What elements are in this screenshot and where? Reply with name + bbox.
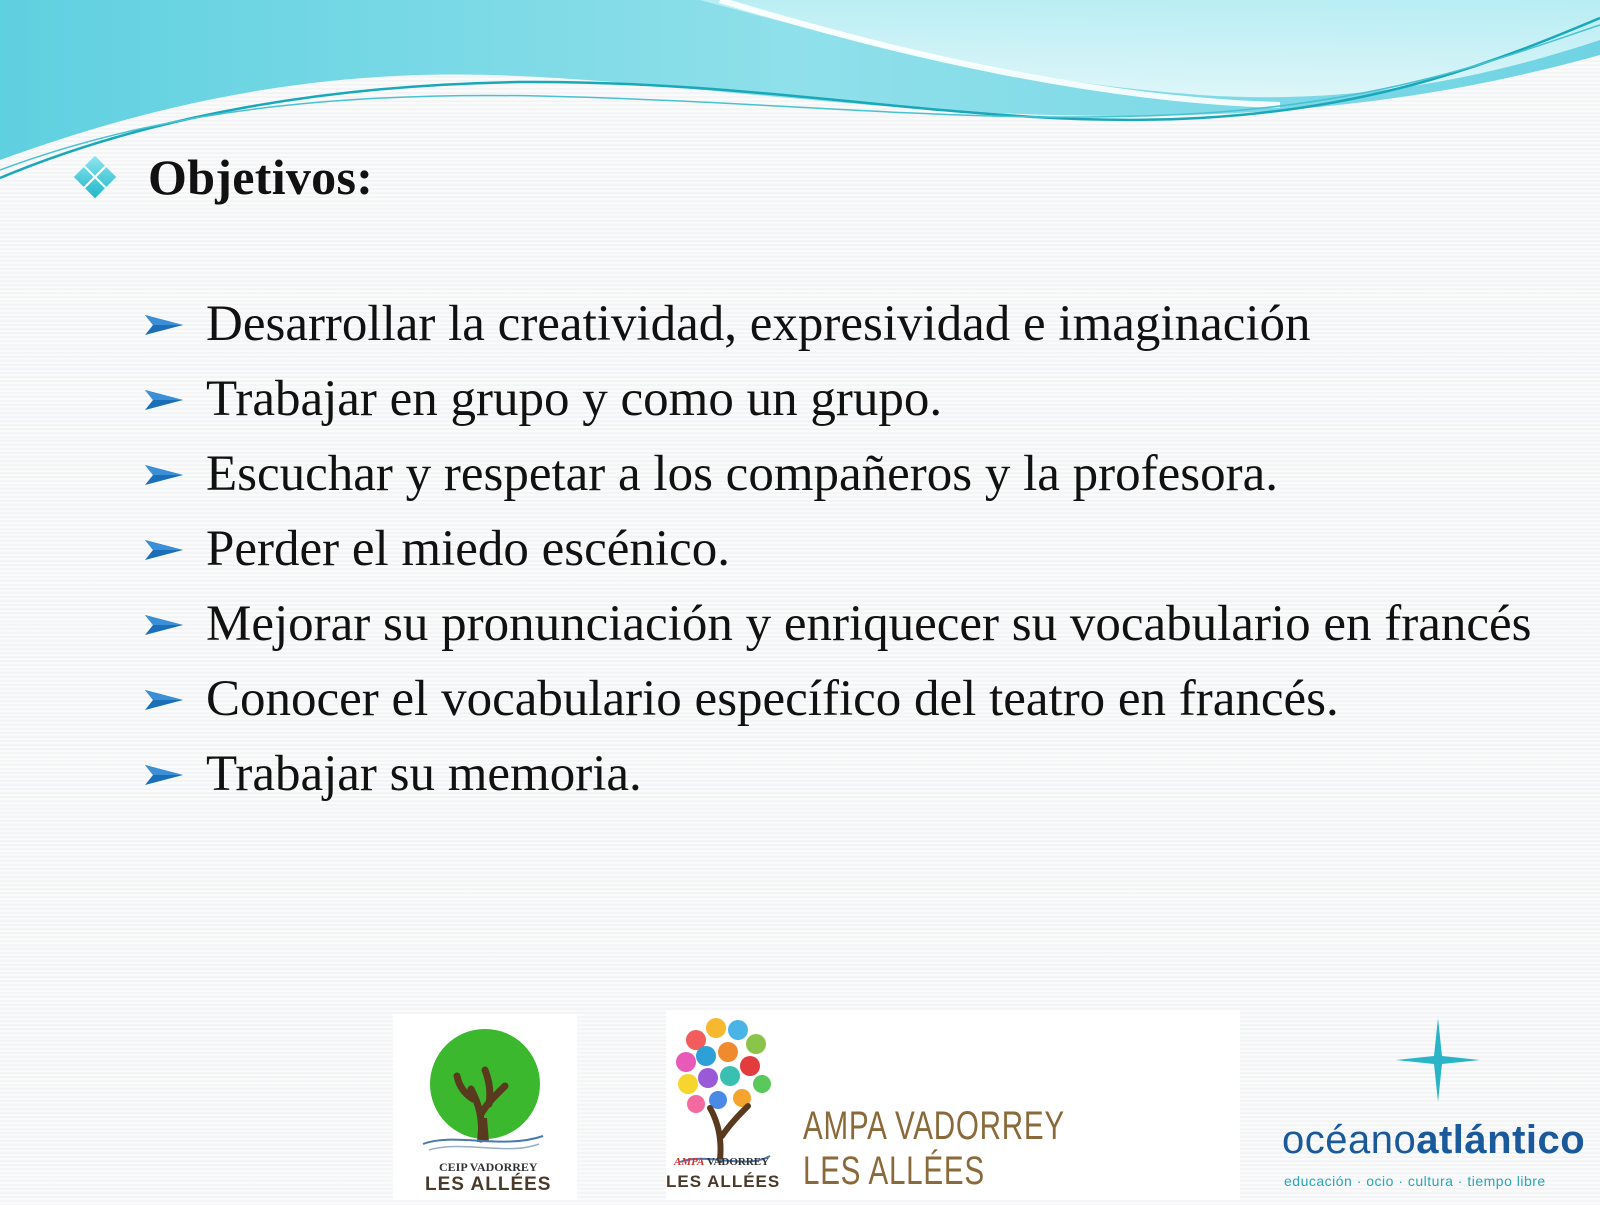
arrow-bullet-icon [143,367,206,413]
objective-item [143,742,1563,806]
slide-heading: Objetivos: [148,149,374,205]
objective-text: Conocer el vocabulario específico del teatro en francés. [206,671,1339,727]
objective-item [143,592,1563,656]
objective-item [143,292,1563,356]
objective-text: Mejorar su pronunciación y enriquecer su vocabulario en francés [206,596,1532,652]
ceip-logo [393,1014,577,1200]
ampa-logo [666,1010,1240,1200]
heading-row [80,148,373,206]
ceip-tree-icon [393,1014,577,1200]
objective-item [143,517,1563,581]
star-sparkle-icon [1290,1012,1600,1122]
ceip-les-allees: LES ALLÉES [425,1174,552,1195]
arrow-bullet-icon [143,667,206,713]
ampa-caption: AMPA VADORREY [674,1156,770,1168]
ceip-caption: CEIP VADORREY [439,1160,538,1174]
objective-item [143,667,1563,731]
objective-text: Escuchar y respetar a los compañeros y la profesora. [206,446,1278,502]
objective-text: Trabajar su memoria. [206,746,642,802]
arrow-bullet-icon [143,592,206,638]
oceano-name: océanoatlántico [1282,1118,1586,1162]
objective-text: Perder el miedo escénico. [206,521,730,577]
ampa-hands-tree-icon [666,1010,796,1200]
arrow-bullet-icon [143,442,206,488]
arrow-bullet-icon [143,517,206,563]
arrow-bullet-icon [143,742,206,788]
objectives-list [143,292,1563,817]
diamond-bullet-icon [74,156,116,198]
objective-text: Desarrollar la creatividad, expresividad e imaginación [206,296,1311,352]
ampa-les-allees: LES ALLÉES [666,1172,781,1191]
arrow-bullet-icon [143,292,206,338]
ampa-name: AMPA VADORREY LES ALLÉES [803,1104,1065,1193]
objective-text: Trabajar en grupo y como un grupo. [206,371,943,427]
oceano-tagline: educación · ocio · cultura · tiempo libre [1284,1173,1546,1189]
objective-item [143,442,1563,506]
objective-item [143,367,1563,431]
oceano-atlantico-logo [1282,1012,1600,1200]
